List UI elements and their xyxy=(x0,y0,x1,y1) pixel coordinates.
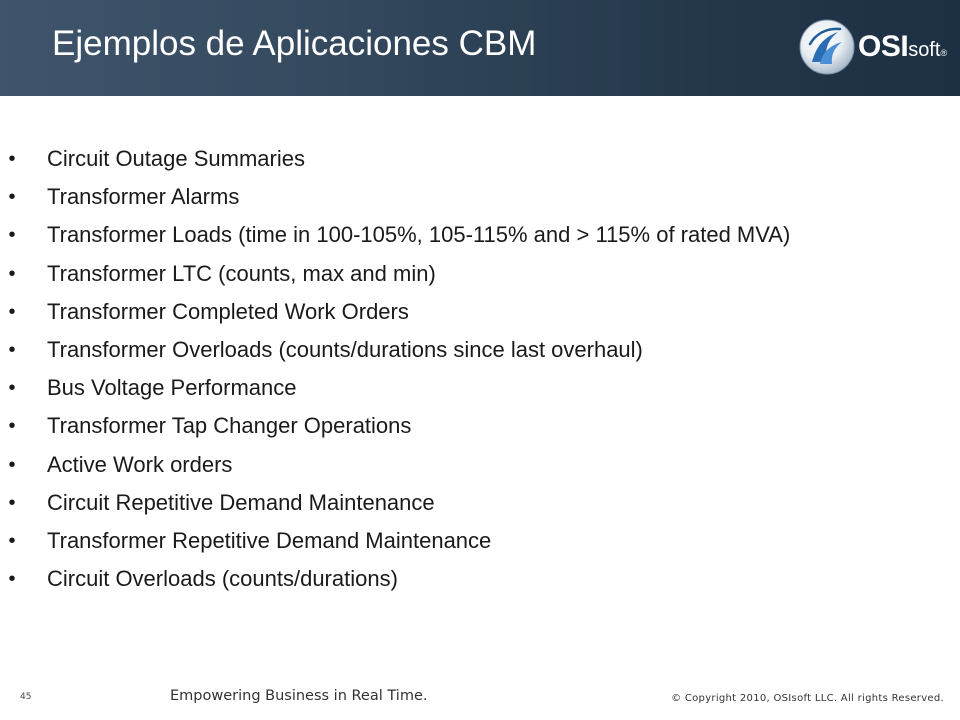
bullet-icon: • xyxy=(8,568,16,591)
footer-copyright: © Copyright 2010, OSIsoft LLC. All rights Reserved. xyxy=(671,693,944,704)
list-item xyxy=(0,216,960,254)
bullet-icon: • xyxy=(8,338,16,361)
list-item-text: Transformer Overloads (counts/durations since last overhaul) xyxy=(47,336,643,362)
osisoft-wordmark xyxy=(858,32,947,68)
list-item xyxy=(0,331,960,369)
bullet-icon: • xyxy=(8,491,16,514)
bullet-icon: • xyxy=(8,415,16,438)
list-item-text: Transformer Completed Work Orders xyxy=(47,298,409,324)
list-item xyxy=(0,407,960,445)
list-item-text: Transformer LTC (counts, max and min) xyxy=(47,260,436,286)
logo-text-strong: OSI xyxy=(858,30,909,63)
osisoft-logo xyxy=(798,18,948,78)
list-item xyxy=(0,293,960,331)
logo-text-light: soft xyxy=(908,39,941,61)
list-item xyxy=(0,255,960,293)
list-item xyxy=(0,560,960,598)
slide-number: 45 xyxy=(20,692,32,702)
list-item-text: Transformer Alarms xyxy=(47,184,240,210)
list-item-text: Bus Voltage Performance xyxy=(47,375,297,401)
list-item xyxy=(0,484,960,522)
list-item-text: Circuit Overloads (counts/durations) xyxy=(47,566,398,592)
bullet-icon: • xyxy=(8,186,16,209)
list-item-text: Circuit Repetitive Demand Maintenance xyxy=(47,489,435,515)
slide-title: Ejemplos de Aplicaciones CBM xyxy=(52,24,537,63)
bullet-icon: • xyxy=(8,262,16,285)
list-item-text: Transformer Loads (time in 100-105%, 105-115% and > 115% of rated MVA) xyxy=(47,222,791,248)
list-item-text: Active Work orders xyxy=(47,451,233,477)
list-item xyxy=(0,178,960,216)
bullet-icon: • xyxy=(8,300,16,323)
list-item-text: Circuit Outage Summaries xyxy=(47,146,305,171)
list-item xyxy=(0,369,960,407)
bullet-icon: • xyxy=(8,529,16,552)
list-item-text: Transformer Repetitive Demand Maintenance xyxy=(47,527,492,553)
list-item xyxy=(0,446,960,484)
list-item-text: Transformer Tap Changer Operations xyxy=(47,413,412,439)
bullet-icon: • xyxy=(8,224,16,247)
list-item xyxy=(0,140,960,178)
logo-registered-mark: ® xyxy=(940,48,948,58)
footer-tagline: Empowering Business in Real Time. xyxy=(170,688,428,704)
osisoft-swirl-emblem-icon xyxy=(798,18,856,76)
list-item xyxy=(0,522,960,560)
bullet-list xyxy=(0,140,960,598)
bullet-icon: • xyxy=(8,377,16,400)
bullet-icon: • xyxy=(8,453,16,476)
title-bar xyxy=(0,0,960,96)
bullet-icon: • xyxy=(8,148,16,170)
